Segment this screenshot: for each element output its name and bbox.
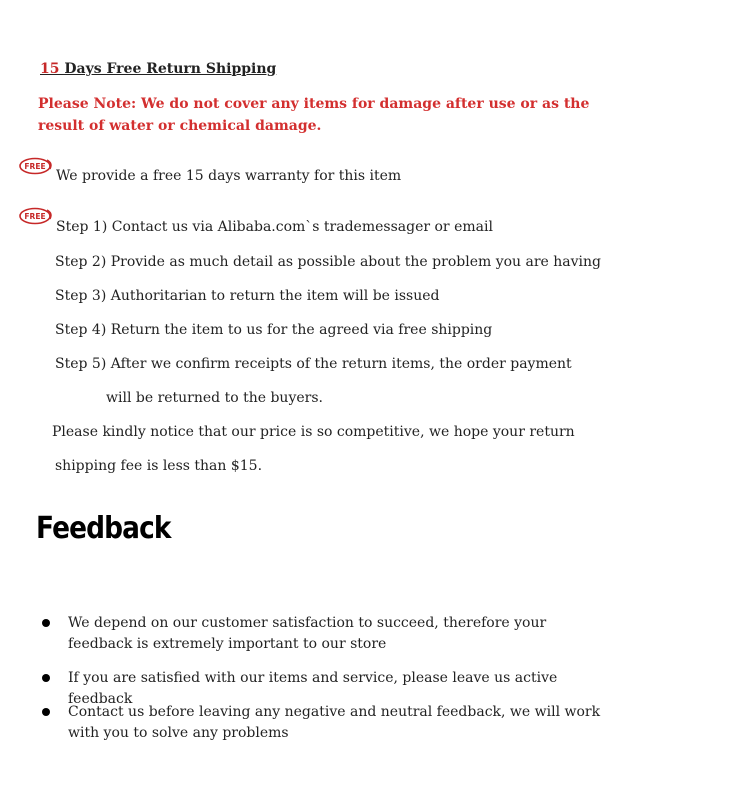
- step-5-continued: will be returned to the buyers.: [106, 390, 323, 406]
- notice-line-2: shipping fee is less than $15.: [55, 458, 263, 474]
- free-badge-icon: [18, 157, 54, 175]
- free-badge-label: FREE: [24, 212, 46, 221]
- feedback-item: Contact us before leaving any negative and neutral feedback, we will work with you to solve any problems: [68, 704, 601, 741]
- step-2: Step 2) Provide as much detail as possible about the problem you are having: [55, 254, 602, 270]
- feedback-heading: Feedback: [36, 511, 171, 546]
- title-text: Days Free Return Shipping: [59, 61, 277, 77]
- feedback-item: We depend on our customer satisfaction to succeed, therefore your feedback is extremely important to our store: [68, 615, 547, 652]
- section-title: [40, 61, 276, 77]
- bullet-icon: [42, 708, 50, 716]
- free-badge-label: FREE: [24, 162, 46, 171]
- title-number: 15: [40, 61, 60, 77]
- free-badge-icon: [18, 207, 54, 225]
- notice-line-1: Please kindly notice that our price is so competitive, we hope your return: [52, 424, 575, 440]
- damage-note: Please Note: We do not cover any items for damage after use or as the result of water or chemical damage.: [38, 96, 590, 134]
- warranty-text: We provide a free 15 days warranty for this item: [56, 168, 402, 184]
- step-5: Step 5) After we confirm receipts of the return items, the order payment: [55, 356, 572, 372]
- step-4: Step 4) Return the item to us for the agreed via free shipping: [55, 322, 493, 338]
- feedback-item: If you are satisfied with our items and service, please leave us active feedback: [68, 670, 558, 707]
- bullet-icon: [42, 619, 50, 627]
- step-3: Step 3) Authoritarian to return the item will be issued: [55, 288, 440, 304]
- bullet-icon: [42, 674, 50, 682]
- step-1: Step 1) Contact us via Alibaba.com`s trademessager or email: [56, 219, 493, 235]
